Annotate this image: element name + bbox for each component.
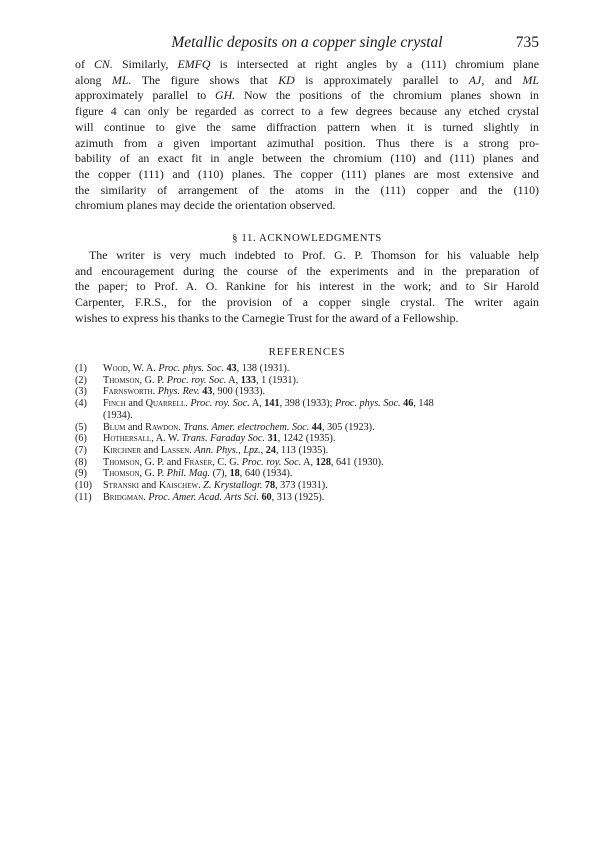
body-line: will continue to give the same diffraction pattern when it is turned slightly in [75,119,539,134]
body-line: the copper (111) and (110) planes. The copper (111) planes are most extensive and [75,166,539,181]
body-line: approximately parallel to GH. Now the positions of the chromium planes shown in [75,88,539,103]
reference-number: (8) [75,456,87,468]
body-line: chromium planes may decide the orientation observed. [75,198,336,213]
body-line: along ML. The figure shows that KD is approximately parallel to AJ, and ML [75,72,540,87]
reference-continuation: (1934). [103,409,133,421]
body-line: figure 4 can only be regarded as correct to a few degrees because any etched crystal [75,104,539,119]
reference-item: (8) Thomson, G. P. and Fraser, C. G. Proc. roy. Soc. A, 128, 641 (1930). [75,456,384,468]
reference-number: (2) [75,374,87,386]
reference-item: (7) Kirchner and Lassen. Ann. Phys., Lpz., 24, 113 (1935). [75,444,329,456]
acknowledgments-paragraph [75,248,539,327]
reference-number: (4) [75,398,87,410]
reference-item: (10) Stranski and Kaischew. Z. Krystallogr. 78, 373 (1931). [75,480,328,492]
reference-number: (7) [75,444,87,456]
body-line: of CN. Similarly, EMFQ is intersected at right angles by a (111) chromium plane [75,57,539,71]
reference-number: (11) [75,491,92,503]
acknowledgments-line: the paper; to Prof. A. O. Rankine for his interest in the work; and to Sir Harold [75,279,539,294]
reference-number: (1) [75,363,87,374]
acknowledgments-line: and encouragement during the course of the experiments and in the preparation of [75,263,539,278]
references-heading: REFERENCES [268,346,346,358]
acknowledgments-line: wishes to express his thanks to the Carnegie Trust for the award of a Fellowship. [75,310,459,325]
reference-item: (3) Farnsworth. Phys. Rev. 43, 900 (1933). [75,386,266,398]
body-paragraph [75,57,539,214]
reference-item: (1) Wood, W. A. Proc. phys. Soc. 43, 138 (1931). [75,363,290,374]
acknowledgments-heading: § 11. ACKNOWLEDGMENTS [232,232,382,244]
body-line: the similarity of arrangement of the atoms in the (111) copper and the (110) [75,182,539,197]
reference-number: (10) [75,480,92,492]
reference-number: (6) [75,433,87,445]
reference-item: (11) Bridgman. Proc. Amer. Acad. Arts Sci. 60, 313 (1925). [75,491,325,503]
reference-item: (5) Blum and Rawdon. Trans. Amer. electrochem. Soc. 44, 305 (1923). [75,421,375,433]
acknowledgments-line: The writer is very much indebted to Prof. G. P. Thomson for his valuable help [89,248,539,262]
acknowledgments-line: Carpenter, F.R.S., for the provision of a copper single crystal. The writer again [75,295,539,310]
body-line: azimuth from a given important azimuthal position. Thus there is a strong pro- [75,135,539,150]
references-list [75,363,545,503]
reference-item: (2) Thomson, G. P. Proc. roy. Soc. A, 133, 1 (1931). [75,374,299,386]
reference-item: (9) Thomson, G. P. Phil. Mag. (7), 18, 640 (1934). [75,468,293,480]
page-number: 735 [515,34,539,51]
running-header [75,34,539,54]
reference-item: (4) Finch and Quarrell. Proc. roy. Soc. A, 141, 398 (1933); Proc. phys. Soc. 46, 148 [75,398,434,410]
reference-number: (9) [75,468,87,480]
body-line: bability of an exact fit in angle between the chromium (110) and (111) planes and [75,151,539,166]
reference-item: (6) Hothersall, A. W. Trans. Faraday Soc. 31, 1242 (1935). [75,433,336,445]
reference-number: (3) [75,386,87,398]
reference-number: (5) [75,421,87,433]
running-title: Metallic deposits on a copper single crystal [171,34,443,51]
